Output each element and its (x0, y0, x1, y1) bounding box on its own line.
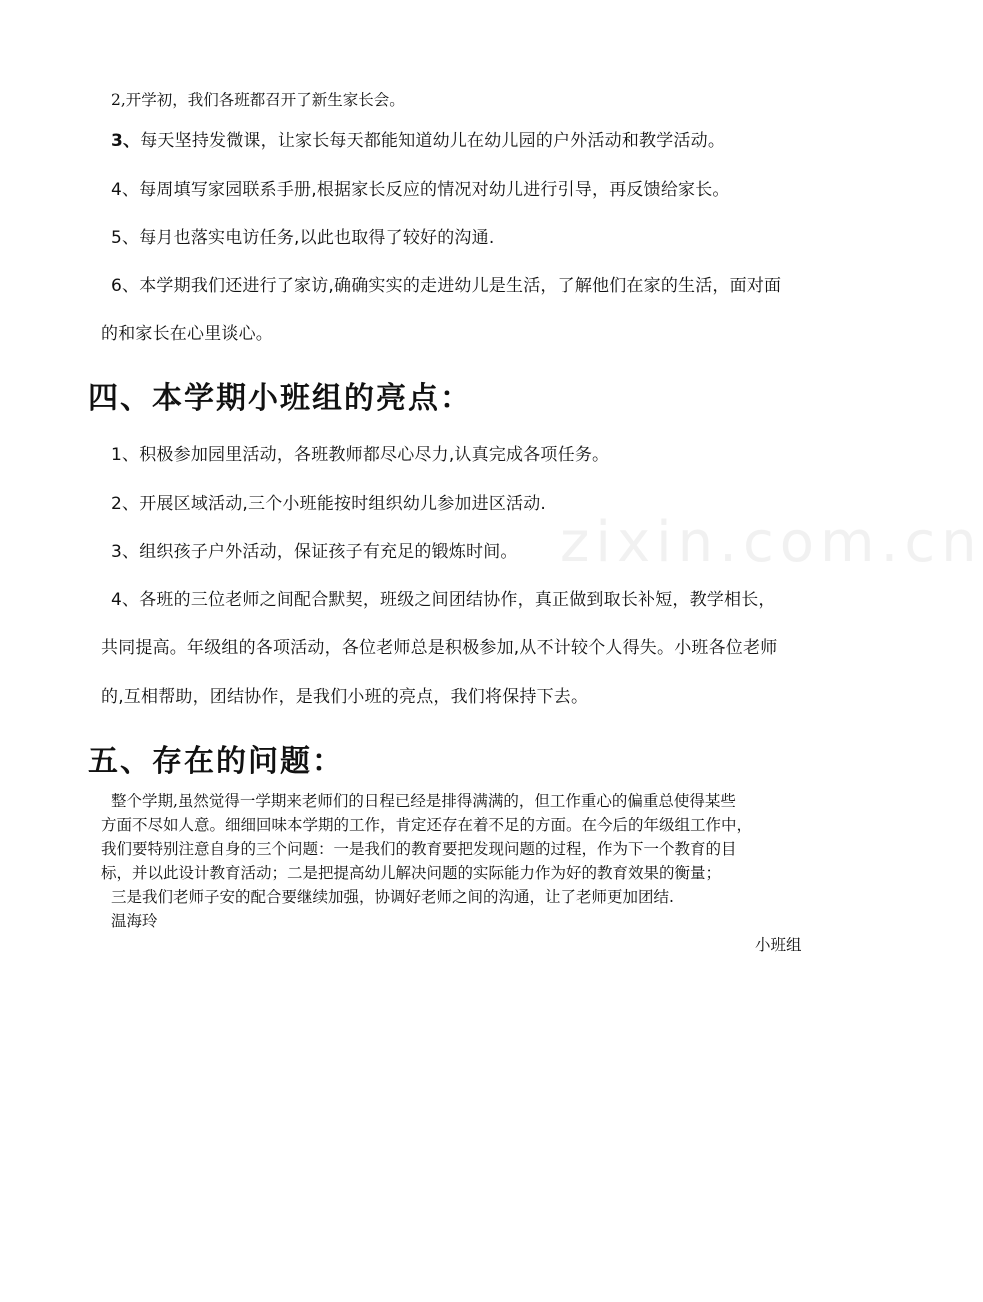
highlight-item-4-line2: 共同提高。年级组的各项活动，各位老师总是积极参加,从不计较个人得失。小班各位老师 (101, 638, 778, 658)
watermark: zixin.com.cn (560, 510, 983, 575)
highlight-item-1: 1、积极参加园里活动，各班教师都尽心尽力,认真完成各项任务。 (111, 445, 610, 465)
list-item-6-line2: 的和家长在心里谈心。 (101, 324, 273, 344)
section-4-heading: 四、本学期小班组的亮点： (88, 381, 472, 416)
author-name: 温海玲 (111, 912, 158, 930)
problem-paragraph-line5: 三是我们老师子安的配合要继续加强，协调好老师之间的沟通，让了老师更加团结. (111, 888, 674, 906)
highlight-item-4-line1: 4、各班的三位老师之间配合默契，班级之间团结协作，真正做到取长补短，教学相长， (111, 590, 776, 610)
list-item-6-line1: 6、本学期我们还进行了家访,确确实实的走进幼儿是生活，了解他们在家的生活，面对面 (111, 276, 782, 296)
highlight-item-3: 3、组织孩子户外活动，保证孩子有充足的锻炼时间。 (111, 542, 518, 562)
group-name: 小班组 (755, 936, 802, 954)
list-item-5: 5、每月也落实电访任务,以此也取得了较好的沟通. (111, 228, 495, 248)
problem-paragraph-line1: 整个学期,虽然觉得一学期来老师们的日程已经是排得满满的，但工作重心的偏重总使得某些 (111, 792, 736, 810)
section-5-heading: 五、存在的问题： (88, 744, 344, 779)
list-item-3-number: 3、 (111, 131, 141, 151)
highlight-item-2: 2、开展区域活动,三个小班能按时组织幼儿参加进区活动. (111, 494, 547, 514)
problem-paragraph-line4: 标，并以此设计教育活动；二是把提高幼儿解决问题的实际能力作为好的教育效果的衡量； (101, 864, 722, 882)
highlight-item-4-line3: 的,互相帮助，团结协作，是我们小班的亮点，我们将保持下去。 (101, 687, 589, 707)
problem-paragraph-line2: 方面不尽如人意。细细回味本学期的工作，肯定还存在着不足的方面。在今后的年级组工作中， (101, 816, 753, 834)
list-item-2: 2,开学初，我们各班都召开了新生家长会。 (111, 91, 405, 109)
list-item-3-text: 每天坚持发微课，让家长每天都能知道幼儿在幼儿园的户外活动和教学活动。 (140, 131, 726, 151)
list-item-3 (111, 126, 725, 151)
list-item-4: 4、每周填写家园联系手册,根据家长反应的情况对幼儿进行引导，再反馈给家长。 (111, 180, 730, 200)
problem-paragraph-line3: 我们要特别注意自身的三个问题：一是我们的教育要把发现问题的过程，作为下一个教育的目 (101, 840, 737, 858)
